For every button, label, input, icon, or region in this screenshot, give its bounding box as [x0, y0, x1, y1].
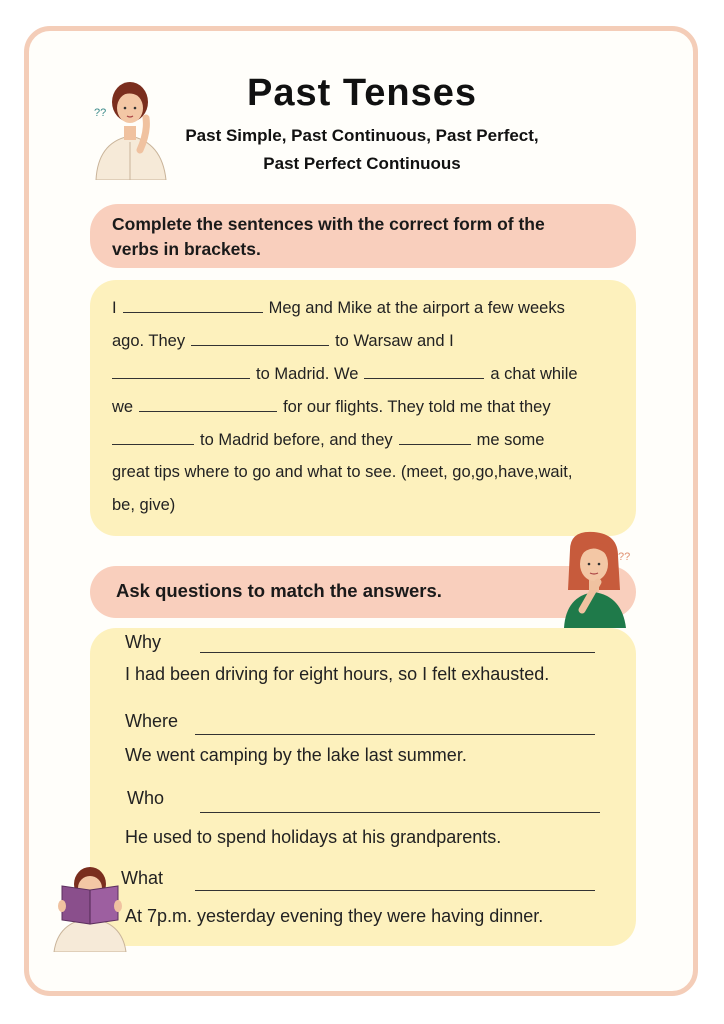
svg-text:??: ??	[618, 551, 631, 563]
answer-sentence: He used to spend holidays at his grandparents.	[125, 827, 502, 847]
question-word-who: Who	[127, 788, 165, 808]
instruction-line-1: Complete the sentences with the correct form of the	[112, 214, 545, 234]
answer-blank[interactable]	[112, 364, 250, 379]
thinking-girl-icon	[560, 530, 636, 628]
question-blank[interactable]	[195, 734, 595, 735]
exercise-line: we for our flights. They told me that they	[112, 398, 551, 416]
question-blank[interactable]	[195, 890, 595, 891]
svg-text:??: ??	[94, 107, 107, 119]
instruction-line-2: verbs in brackets.	[112, 239, 261, 259]
answer-blank[interactable]	[139, 397, 277, 412]
exercise-line: be, give)	[112, 496, 176, 514]
answer-blank[interactable]	[191, 331, 329, 346]
question-blank[interactable]	[200, 652, 595, 653]
question-word-what: What	[121, 868, 164, 888]
answer-sentence: We went camping by the lake last summer.	[125, 745, 467, 765]
question-word-why: Why	[125, 632, 161, 652]
exercise-line: ago. They to Warsaw and I	[112, 332, 454, 350]
answer-sentence: At 7p.m. yesterday evening they were having dinner.	[125, 906, 544, 926]
answer-sentence: I had been driving for eight hours, so I felt exhausted.	[125, 664, 550, 684]
page-subtitle	[150, 122, 574, 178]
subtitle-line-1: Past Simple, Past Continuous, Past Perfect,	[185, 126, 539, 145]
exercise1-instruction	[90, 204, 636, 268]
answer-blank[interactable]	[399, 430, 471, 445]
exercise2-instruction: Ask questions to match the answers.	[90, 566, 636, 618]
answer-blank[interactable]	[364, 364, 484, 379]
exercise-line: to Madrid. We a chat while	[112, 364, 622, 384]
reading-girl-icon	[50, 866, 130, 952]
answer-blank[interactable]	[123, 298, 263, 313]
exercise-line: I Meg and Mike at the airport a few weeks	[112, 299, 565, 317]
question-word-where: Where	[125, 711, 179, 731]
exercise-line: great tips where to go and what to see. (meet, go,go,have,wait,	[112, 463, 573, 481]
question-blank[interactable]	[200, 812, 600, 813]
exercise-line: to Madrid before, and they me some	[112, 430, 622, 450]
answer-blank[interactable]	[112, 430, 194, 445]
subtitle-line-2: Past Perfect Continuous	[263, 154, 461, 173]
page-title: Past Tenses	[247, 72, 477, 114]
